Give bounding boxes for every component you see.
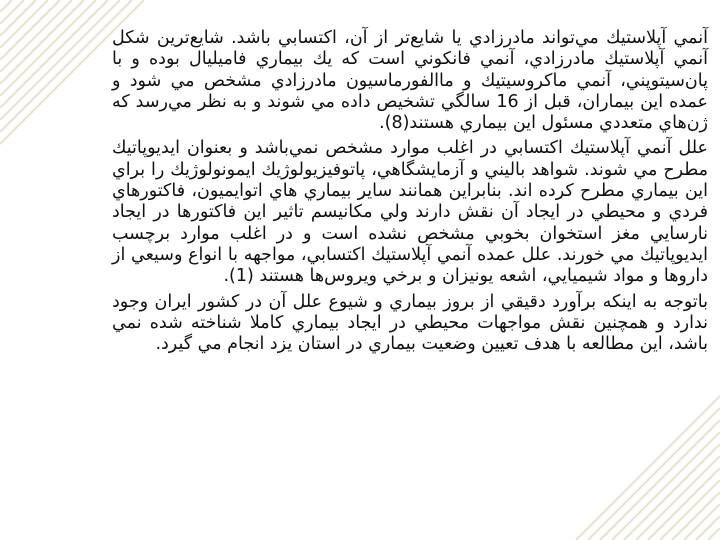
paragraph-2 xyxy=(112,138,708,287)
slide-text-body xyxy=(112,28,708,359)
paragraph-3-text: باتوجه به اينكه برآورد دقيقي از بروز بيماري و شيوع علل آن در كشور ايران وجود ندارد و همچنين نقش مواجهات محيطي در ايجاد بيماري كاملا شناخته شده نمي باشد، اين مطالعه با هدف تعيين وضعيت بيماري در استان يزد انجام مي گيرد. xyxy=(112,291,708,355)
paragraph-2-text: علل آنمي آپلاستيك اكتسابي در اغلب موارد مشخص نمي‌باشد و بعنوان ايديوپاتيك مطرح مي شوند. شواهد باليني و آزمايشگاهي، پاتوفيزيولوژيك ايمونولوژيك را براي اين بيماري مطرح كرده اند. بنابراين همانند ساير بيماري هاي اتوايميون، فاكتورهاي فردي و محيطي در ايجاد آن نقش دارند ولي مكانيسم تاثير اين فاكتورها در ايجاد نارسايي مغز استخوان بخوبي مشخص نشده است و در اغلب موارد برچسب ايديوپاتيك مي خورند. علل عمده آنمي آپلاستيك اكتسابي، مواجهه با انواع وسيعي از داروها و مواد شيميايي، اشعه يونيزان و برخي ويروس‌ها هستند (1). xyxy=(112,138,708,287)
paragraph-1 xyxy=(112,28,708,134)
paragraph-1-text: آنمي آپلاستيك مي‌تواند مادرزادي يا شايع‌تر از آن، اكتسابي باشد. شايع‌ترين شكل آنمي آپلاستيك مادرزادي، آنمي فانكوني است كه يك بيماري فاميليال بوده و با پان‌سيتوپني، آنمي ماكروسيتيك و ماالفورماسيون مادرزادي مشخص مي شود و عمده اين بيماران، قبل از 16 سالگي تشخيص داده مي شوند و به نظر مي‌رسد كه ژن‌هاي متعددي مسئول اين بيماري هستند(8). xyxy=(112,28,708,134)
paragraph-3 xyxy=(112,292,708,356)
